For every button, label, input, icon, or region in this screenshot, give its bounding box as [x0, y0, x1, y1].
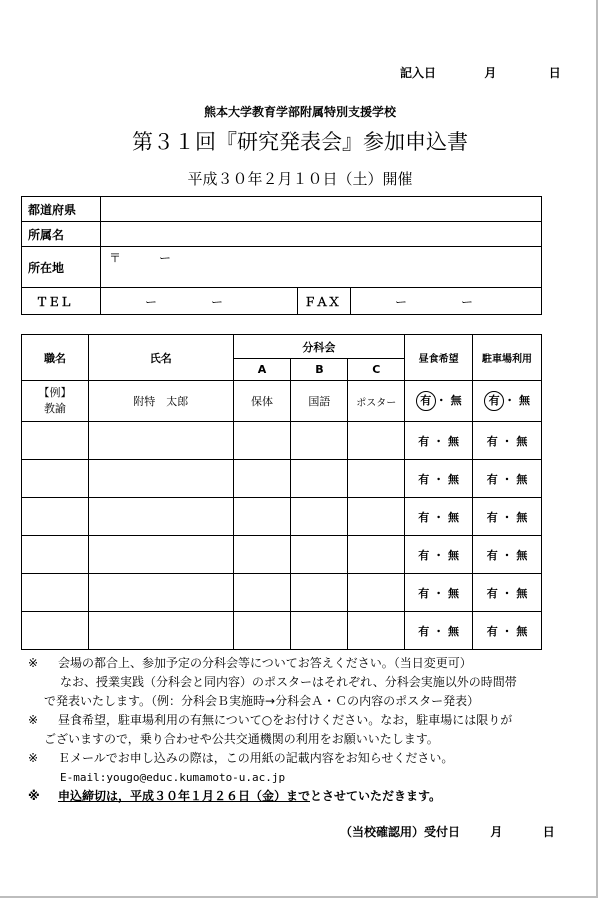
position-field[interactable] [22, 574, 89, 612]
subcommittee-a-field[interactable] [233, 536, 291, 574]
entry-row [22, 612, 542, 650]
prefecture-field[interactable] [101, 197, 542, 222]
contact-email[interactable]: E-mail:yougo@educ.kumamoto-u.ac.jp [60, 771, 286, 784]
subcommittee-b-field[interactable] [291, 498, 348, 536]
parking-choice[interactable]: 有 ・ 無 [473, 422, 542, 460]
affiliation-field[interactable] [101, 222, 542, 247]
position-field[interactable] [22, 612, 89, 650]
tel-label: ＴＥＬ [22, 288, 101, 315]
school-name: 熊本大学教育学部附属特別支援学校 [203, 105, 396, 119]
parking-choice[interactable]: 有 ・ 無 [473, 460, 542, 498]
example-row [22, 381, 542, 422]
fax-label: ＦＡＸ [298, 288, 351, 315]
parking-choice[interactable]: 有 ・ 無 [473, 498, 542, 536]
subcommittee-a-header: A [233, 359, 291, 381]
lunch-choice[interactable]: 有 ・ 無 [405, 498, 473, 536]
fax-field[interactable] [351, 288, 542, 315]
note1-text-2: なお、授業実践（分科会と同内容）のポスターはそれぞれ、分科会実施以外の時間帯 [60, 675, 517, 689]
parking-header: 駐車場利用 [473, 335, 542, 381]
postal-mark: 〒 [109, 251, 122, 265]
receipt-date-line [340, 823, 555, 840]
example-name: 附特 太郎 [88, 381, 233, 422]
example-a: 保体 [233, 381, 291, 422]
example-b: 国語 [291, 381, 348, 422]
subcommittee-a-field[interactable] [233, 460, 291, 498]
entry-rows [22, 422, 542, 650]
note2-mark: ※ [28, 713, 39, 727]
form-title: 第３１回『研究発表会』参加申込書 [132, 130, 468, 154]
name-field[interactable] [88, 422, 233, 460]
fax-dash-2: ー [461, 294, 474, 309]
lunch-header: 昼食希望 [405, 335, 473, 381]
contact-info-table [21, 196, 542, 315]
deadline-text: 申込締切は，平成３０年１月２６日（金）まで [58, 789, 311, 803]
position-field[interactable] [22, 422, 89, 460]
tel-field[interactable] [101, 288, 298, 315]
entry-row [22, 574, 542, 612]
parking-choice[interactable]: 有 ・ 無 [473, 536, 542, 574]
address-label: 所在地 [22, 247, 101, 288]
parking-choice[interactable]: 有 ・ 無 [473, 612, 542, 650]
event-date: 平成３０年２月１０日（土）開催 [187, 170, 413, 188]
entry-day-label: 日 [548, 66, 561, 80]
lunch-choice[interactable]: 有 ・ 無 [405, 536, 473, 574]
example-lunch-no: 無 [450, 394, 462, 407]
example-label: 【例】 [38, 386, 72, 399]
notes [28, 654, 588, 806]
lunch-choice[interactable]: 有 ・ 無 [405, 612, 473, 650]
subcommittee-c-field[interactable] [348, 574, 405, 612]
subcommittee-header: 分科会 [233, 335, 405, 359]
subcommittee-c-header: C [348, 359, 405, 381]
note1-text-3: で発表いたします。（例：分科会Ｂ実施時→分科会Ａ・Ｃの内容のポスター発表） [44, 694, 480, 708]
name-field[interactable] [88, 460, 233, 498]
note3-text: Ｅメールでお申し込みの際は，この用紙の記載内容をお知らせください。 [58, 751, 454, 765]
entry-month-label: 月 [484, 66, 497, 80]
subcommittee-a-field[interactable] [233, 498, 291, 536]
parking-choice[interactable]: 有 ・ 無 [473, 574, 542, 612]
subcommittee-b-field[interactable] [291, 574, 348, 612]
example-position-cell [22, 381, 89, 422]
entry-row [22, 460, 542, 498]
receipt-label: （当校確認用）受付日 [340, 825, 461, 839]
postal-dash: ー [159, 251, 172, 265]
example-parking-no: 無 [518, 394, 530, 407]
example-position: 教諭 [43, 402, 66, 415]
subcommittee-c-field[interactable] [348, 422, 405, 460]
participants-table [21, 334, 542, 650]
position-field[interactable] [22, 498, 89, 536]
entry-date-line [400, 64, 561, 81]
entry-row [22, 536, 542, 574]
subcommittee-b-field[interactable] [291, 460, 348, 498]
tel-dash-2: ー [211, 294, 224, 309]
note2-text-2: ございますので，乗り合わせや公共交通機関の利用をお願いいたします。 [44, 732, 439, 746]
note1-text: 会場の都合上、参加予定の分科会等についてお答えください。（当日変更可） [58, 656, 472, 670]
entry-row [22, 422, 542, 460]
lunch-choice[interactable]: 有 ・ 無 [405, 422, 473, 460]
example-parking-yes: 有 [484, 391, 504, 411]
subcommittee-b-header: B [291, 359, 348, 381]
subcommittee-b-field[interactable] [291, 422, 348, 460]
subcommittee-c-field[interactable] [348, 498, 405, 536]
note4-mark: ※ [28, 789, 40, 803]
prefecture-label: 都道府県 [22, 197, 101, 222]
subcommittee-b-field[interactable] [291, 536, 348, 574]
position-header: 職名 [22, 335, 89, 381]
note1-mark: ※ [28, 656, 39, 670]
subcommittee-b-field[interactable] [291, 612, 348, 650]
position-field[interactable] [22, 536, 89, 574]
note3-mark: ※ [28, 751, 39, 765]
example-parking [473, 381, 542, 422]
tel-dash-1: ー [145, 294, 158, 309]
affiliation-label: 所属名 [22, 222, 101, 247]
position-field[interactable] [22, 460, 89, 498]
example-c: ポスター [348, 381, 405, 422]
example-parking-sep: ・ [504, 394, 516, 407]
example-lunch-yes: 有 [416, 391, 436, 411]
lunch-choice[interactable]: 有 ・ 無 [405, 574, 473, 612]
example-lunch-sep: ・ [435, 394, 447, 407]
note2-text: 昼食希望，駐車場利用の有無について○をお付けください。なお，駐車場には限りが [58, 713, 513, 727]
name-field[interactable] [88, 498, 233, 536]
subcommittee-c-field[interactable] [348, 536, 405, 574]
lunch-choice[interactable]: 有 ・ 無 [405, 460, 473, 498]
address-field[interactable] [101, 247, 542, 288]
example-lunch [405, 381, 473, 422]
subcommittee-a-field[interactable] [233, 574, 291, 612]
name-field[interactable] [88, 612, 233, 650]
subcommittee-a-field[interactable] [233, 422, 291, 460]
note4-text: とさせていただきます。 [310, 789, 442, 803]
subcommittee-c-field[interactable] [348, 612, 405, 650]
subcommittee-c-field[interactable] [348, 460, 405, 498]
name-field[interactable] [88, 574, 233, 612]
entry-row [22, 498, 542, 536]
entry-date-label: 記入日 [400, 66, 437, 80]
receipt-month-label: 月 [490, 825, 503, 839]
name-field[interactable] [88, 536, 233, 574]
receipt-day-label: 日 [542, 825, 555, 839]
name-header: 氏名 [88, 335, 233, 381]
fax-dash-1: ー [395, 294, 408, 309]
subcommittee-a-field[interactable] [233, 612, 291, 650]
